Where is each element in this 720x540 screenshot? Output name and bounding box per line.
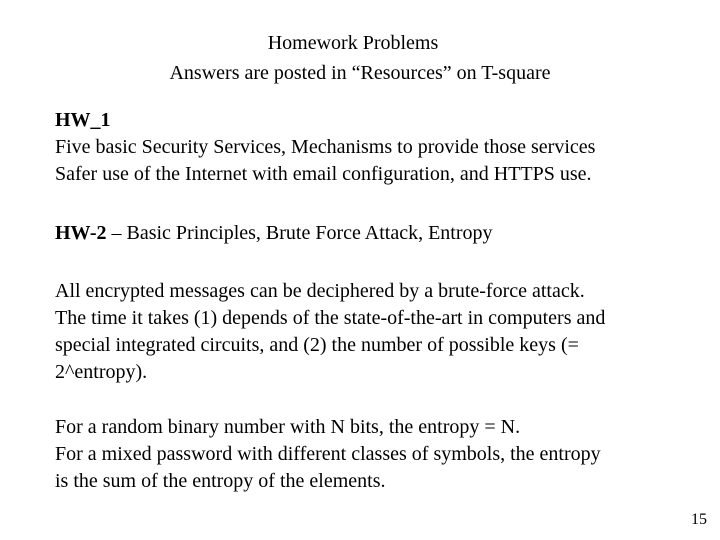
hw1-heading: HW_1 [55, 109, 111, 131]
paragraph1-line-4: 2^entropy). [55, 361, 148, 383]
paragraph1-line-3: special integrated circuits, and (2) the number of possible keys (= [55, 334, 579, 356]
paragraph1-line-1: All encrypted messages can be deciphered by a brute-force attack. [55, 280, 585, 302]
paragraph2-line-3: is the sum of the entropy of the elements. [55, 470, 386, 492]
hw1-line-1: Five basic Security Services, Mechanisms to provide those services [55, 136, 596, 158]
slide-subtitle: Answers are posted in “Resources” on T-square [169, 62, 551, 84]
hw2-heading: HW-2 [55, 222, 107, 244]
hw1-line-2: Safer use of the Internet with email configuration, and HTTPS use. [55, 163, 592, 185]
entropy-paragraph [55, 414, 695, 495]
hw2-section [55, 220, 695, 247]
hw1-section [55, 107, 695, 188]
paragraph1-line-2: The time it takes (1) depends of the state-of-the-art in computers and [55, 307, 606, 329]
hw2-heading-rest: – Basic Principles, Brute Force Attack, Entropy [106, 222, 493, 244]
brute-force-paragraph [55, 278, 695, 386]
hw2-heading-line [55, 220, 695, 247]
paragraph2-line-1: For a random binary number with N bits, the entropy = N. [55, 416, 521, 438]
slide-title: Homework Problems [267, 32, 439, 54]
page-number: 15 [691, 511, 707, 528]
paragraph2-line-2: For a mixed password with different classes of symbols, the entropy [55, 443, 601, 465]
